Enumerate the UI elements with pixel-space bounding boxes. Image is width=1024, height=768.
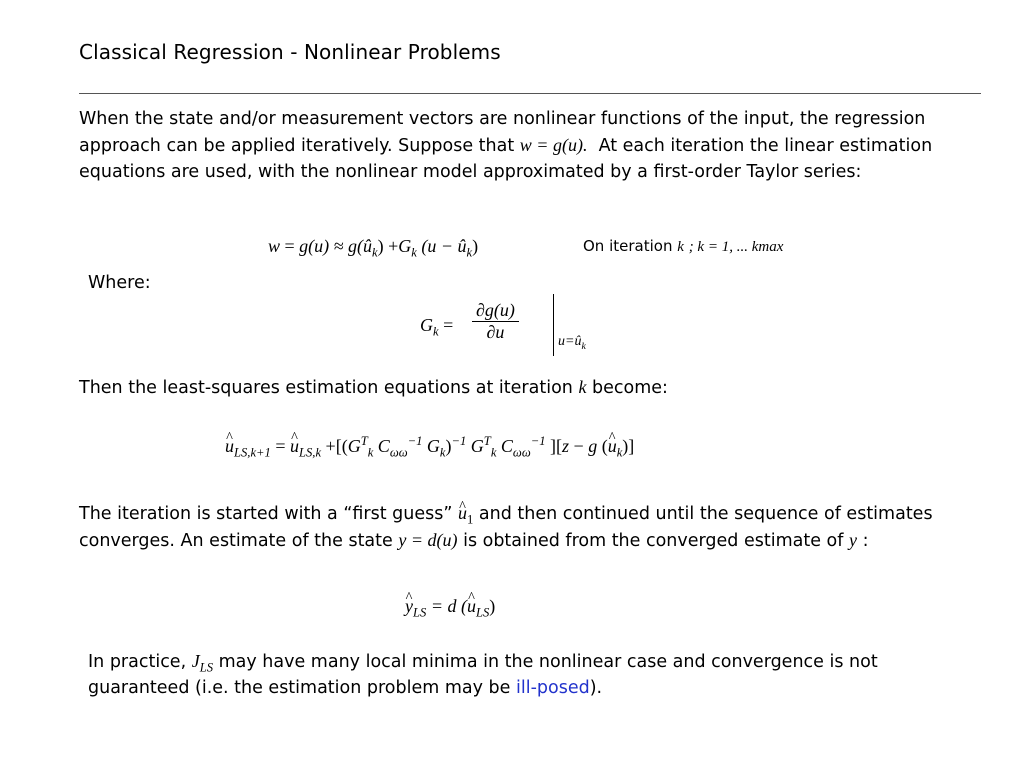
iteration-text-3: is obtained from the converged estimate of bbox=[463, 531, 844, 551]
update-sub-rhs: LS,k bbox=[299, 445, 322, 460]
update-omega1: ωω bbox=[389, 445, 408, 460]
practice-end: ). bbox=[589, 678, 603, 698]
taylor-lhs: w bbox=[268, 236, 281, 256]
state-eq-inline: y = d(u) bbox=[398, 530, 458, 550]
update-k2: k bbox=[439, 445, 446, 460]
first-guess-sub: 1 bbox=[467, 512, 474, 527]
taylor-approx: g(u) ≈ g(û bbox=[299, 236, 373, 256]
update-G2: G bbox=[426, 436, 440, 456]
iteration-colon: : bbox=[862, 531, 869, 551]
jacobian-eval-sub: k bbox=[581, 340, 586, 352]
update-g: g bbox=[588, 436, 598, 456]
jacobian-sub-k: k bbox=[433, 324, 439, 339]
where-label: Where: bbox=[88, 273, 151, 293]
update-C1: C bbox=[377, 436, 390, 456]
title-divider bbox=[79, 93, 981, 94]
state-u: ^ u bbox=[467, 596, 476, 617]
iteration-text-1: The iteration is started with a “first guess” bbox=[79, 504, 453, 524]
update-C2: C bbox=[500, 436, 513, 456]
update-G3: G bbox=[470, 436, 484, 456]
update-u-last: ^ u bbox=[608, 436, 617, 457]
iteration-note-range: ; k = 1, ... kmax bbox=[688, 239, 784, 255]
taylor-sub-k3: k bbox=[466, 245, 473, 260]
page-title: Classical Regression - Nonlinear Problems bbox=[79, 40, 501, 64]
update-k4: k bbox=[616, 445, 623, 460]
intro-text-1: When the state and/or measurement vectors are nonlinear functions of the input, the regression approach can be applied iteratively. Suppose that bbox=[79, 109, 926, 156]
iteration-note bbox=[583, 237, 783, 256]
intro-math: w = g(u). bbox=[519, 135, 588, 155]
ls-intro-k: k bbox=[578, 377, 587, 397]
ill-posed-link[interactable]: ill-posed bbox=[516, 678, 590, 698]
intro-text-2: At each iteration the linear estimation equations are used, with the nonlinear model approximated by a first-order Taylor series: bbox=[79, 136, 933, 182]
taylor-tail: (u − û bbox=[421, 236, 467, 256]
iteration-paragraph bbox=[79, 500, 969, 554]
update-k3: k bbox=[490, 445, 497, 460]
practice-J: J bbox=[191, 651, 200, 671]
practice-paragraph bbox=[88, 648, 968, 701]
update-inv2: −1 bbox=[451, 434, 467, 448]
practice-J-sub: LS bbox=[199, 660, 214, 675]
ls-intro-1: Then the least-squares estimation equations at iteration bbox=[79, 378, 573, 398]
update-T2: T bbox=[483, 434, 491, 448]
update-inv1: −1 bbox=[407, 434, 423, 448]
update-G1: G bbox=[347, 436, 361, 456]
update-k1: k bbox=[367, 445, 374, 460]
iteration-y: y bbox=[848, 530, 857, 550]
jacobian-eval: u=û bbox=[558, 334, 582, 349]
iteration-text-2: and then continued until the sequence of estimates converges. An estimate of the state bbox=[79, 504, 933, 551]
jacobian-numerator: ∂g(u) bbox=[472, 300, 519, 322]
update-u-lhs: ^ u bbox=[225, 436, 234, 457]
jacobian-G: G bbox=[420, 315, 433, 335]
jacobian-bar bbox=[553, 294, 554, 356]
taylor-sub-k2: k bbox=[411, 245, 417, 260]
update-u-rhs: ^ u bbox=[290, 436, 299, 457]
jacobian-denominator: ∂u bbox=[486, 322, 505, 342]
update-omega2: ωω bbox=[512, 445, 531, 460]
practice-text-1: In practice, bbox=[88, 652, 187, 672]
update-equation: ^ $u_{LS,k+1}$ = ^ $u_{LS,k} +[(G^T_k$ $C_{\omega\omega}^{-1}$ $G_k)^{-1}$ $G^T_k$ $C_{\omega\omega}^{-1}$ ][z − g (^ $u_k$)] bbox=[225, 436, 634, 457]
practice-text-2: may have many local minima in the nonlinear case and convergence is not guaranteed (i.e. the estimation problem may be bbox=[88, 652, 878, 698]
update-inv3: −1 bbox=[530, 434, 546, 448]
intro-paragraph bbox=[79, 106, 979, 185]
update-z: z bbox=[562, 436, 570, 456]
state-y: ^ y bbox=[405, 596, 413, 617]
iteration-note-label: On iteration bbox=[583, 237, 673, 255]
taylor-G: G bbox=[398, 236, 412, 256]
first-guess-u: ^ u bbox=[458, 500, 467, 526]
taylor-equation: $w = g(u) \approx g(û_k) +G_k$ $(u - û_k)$ bbox=[268, 236, 479, 260]
taylor-sub-k1: k bbox=[372, 245, 378, 260]
state-equation: ^ $y_{LS} = d$ (^ $u_{LS}$) bbox=[405, 596, 495, 617]
iteration-note-k: k bbox=[677, 239, 684, 255]
ls-intro-2: become: bbox=[592, 378, 668, 398]
update-T1: T bbox=[360, 434, 368, 448]
update-sub-lhs: LS,k+1 bbox=[234, 445, 271, 460]
state-rhs: = d ( bbox=[430, 596, 467, 616]
ls-intro bbox=[79, 374, 668, 401]
state-sub-2: LS bbox=[475, 605, 490, 620]
state-sub-1: LS bbox=[413, 605, 427, 620]
